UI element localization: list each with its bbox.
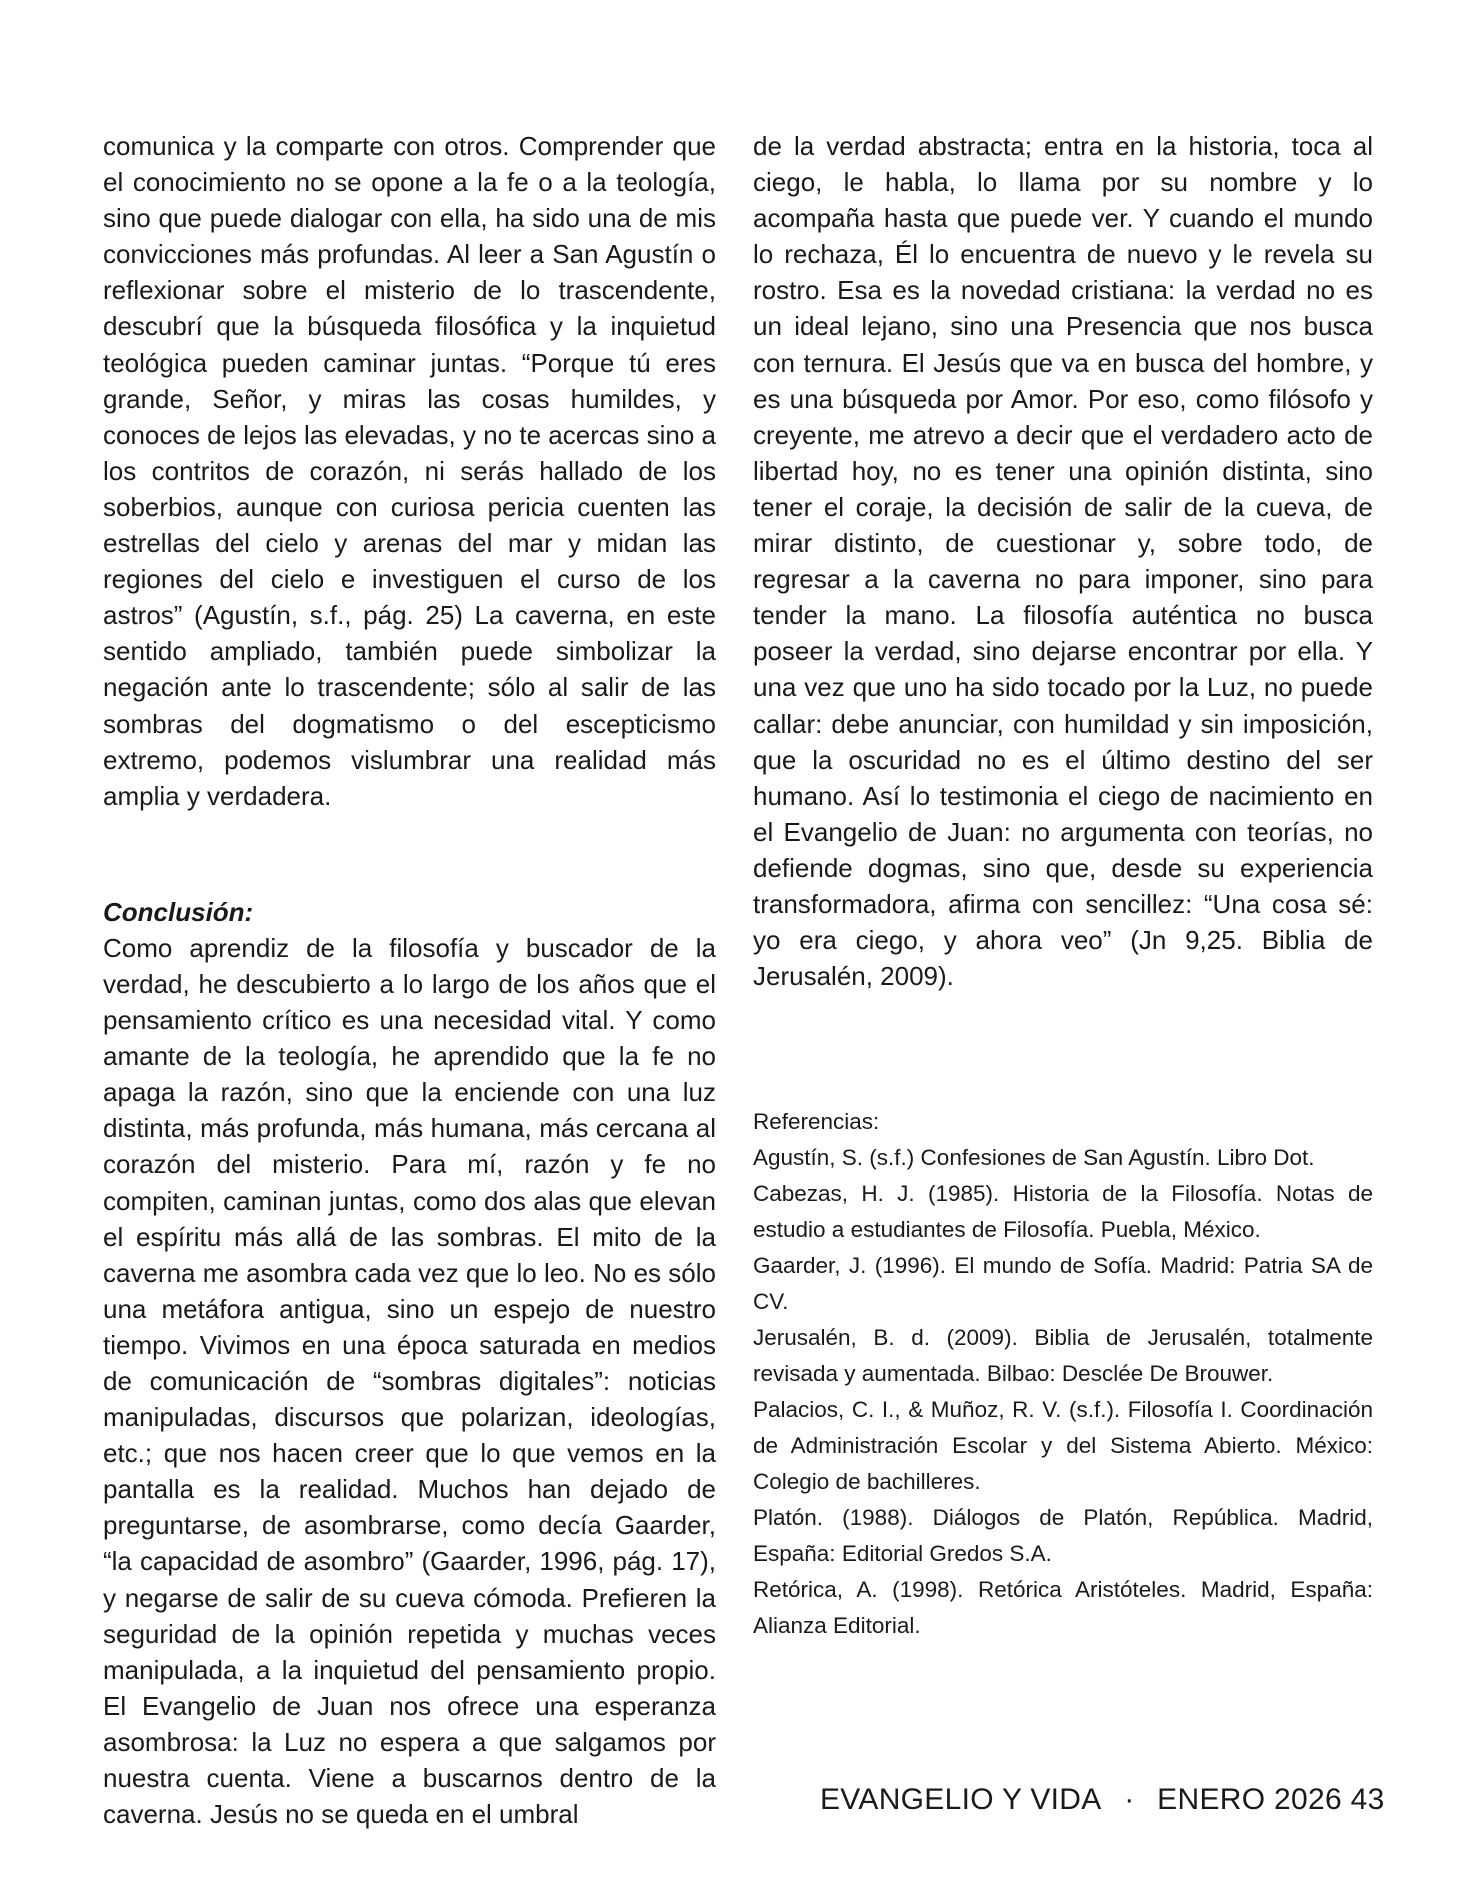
references-title: Referencias:: [753, 1109, 880, 1134]
body-paragraph: de la verdad abstracta; entra en la historia, toca al ciego, le habla, lo llama por su nombre y lo acompaña hasta que puede ver. Y cuando el mundo lo rechaza, Él lo encuentra de nuevo y le revela su rostro. Esa es la novedad cristiana: la verdad no es un ideal lejano, sino una Presencia que nos busca con ternura. El Jesús que va en busca del hombre, y es una búsqueda por Amor. Por eso, como filósofo y creyente, me atrevo a decir que el verdadero acto de libertad hoy, no es tener una opinión distinta, sino tener el coraje, la decisión de salir de la cueva, de mirar distinto, de cuestionar y, sobre todo, de regresar a la caverna no para imponer, sino para tender la mano. La filosofía auténtica no busca poseer la verdad, sino dejarse encontrar por ella. Y una vez que uno ha sido tocado por la Luz, no puede callar: debe anunciar, con humildad y sin imposición, que la oscuridad no es el último destino del ser humano. Así lo testimonia el ciego de nacimiento en el Evangelio de Juan: no argumenta con teorías, no defiende dogmas, sino que, desde su experiencia transformadora, afirma con sencillez: “Una cosa sé: yo era ciego, y ahora veo” (Jn 9,25. Biblia de Jerusalén, 2009).: [753, 131, 1373, 992]
references-section: [753, 1104, 1373, 1644]
reference-item: Jerusalén, B. d. (2009). Biblia de Jerusalén, totalmente revisada y aumentada. Bilbao: Desclée De Brouwer.: [753, 1325, 1373, 1386]
reference-item: Palacios, C. I., & Muñoz, R. V. (s.f.). Filosofía I. Coordinación de Administración Escolar y del Sistema Abierto. México: Colegio de bachilleres.: [753, 1397, 1373, 1494]
reference-item: Agustín, S. (s.f.) Confesiones de San Agustín. Libro Dot.: [753, 1145, 1315, 1170]
reference-item: Gaarder, J. (1996). El mundo de Sofía. Madrid: Patria SA de CV.: [753, 1253, 1373, 1314]
issue-month: ENERO: [1157, 1783, 1266, 1816]
reference-item: Platón. (1988). Diálogos de Platón, República. Madrid, España: Editorial Gredos S.A.: [753, 1505, 1373, 1566]
reference-item: Retórica, A. (1998). Retórica Aristóteles. Madrid, España: Alianza Editorial.: [753, 1577, 1373, 1638]
footer-separator: ·: [1124, 1783, 1135, 1816]
magazine-name: EVANGELIO Y VIDA: [820, 1783, 1102, 1816]
body-paragraph: Como aprendiz de la filosofía y buscador de la verdad, he descubierto a lo largo de los años que el pensamiento crítico es una necesidad vital. Y como amante de la teología, he aprendido que la fe no apaga la razón, sino que la enciende con una luz distinta, más profunda, más humana, más cercana al corazón del misterio. Para mí, razón y fe no compiten, caminan juntas, como dos alas que elevan el espíritu más allá de las sombras. El mito de la caverna me asombra cada vez que lo leo. No es sólo una metáfora antigua, sino un espejo de nuestro tiempo. Vivimos en una época saturada en medios de comunicación de “sombras digitales”: noticias manipuladas, discursos que polarizan, ideologías, etc.; que nos hacen creer que lo que vemos en la pantalla es la realidad. Muchos han dejado de preguntarse, de asombrarse, como decía Gaarder, “la capacidad de asombro” (Gaarder, 1996, pág. 17), y negarse de salir de su cueva cómoda. Prefieren la seguridad de la opinión repetida y muchas veces manipulada, a la inquietud del pensamiento propio. El Evangelio de Juan nos ofrece una esperanza asombrosa: la Luz no espera a que salgamos por nuestra cuenta. Viene a buscarnos dentro de la caverna. Jesús no se queda en el umbral: [103, 932, 716, 1830]
page-number: 43: [1350, 1783, 1385, 1816]
reference-item: Cabezas, H. J. (1985). Historia de la Filosofía. Notas de estudio a estudiantes de Filosofía. Puebla, México.: [753, 1181, 1373, 1242]
page-footer: [820, 1783, 1385, 1817]
right-column: [753, 128, 1373, 994]
issue-year: 2026: [1274, 1783, 1342, 1816]
body-paragraph: comunica y la comparte con otros. Comprender que el conocimiento no se opone a la fe o a la teología, sino que puede dialogar con ella, ha sido una de mis convicciones más profundas. Al leer a San Agustín o reflexionar sobre el misterio de lo trascendente, descubrí que la búsqueda filosófica y la inquietud teológica pueden caminar juntas. “Porque tú eres grande, Señor, y miras las cosas humildes, y conoces de lejos las elevadas, y no te acercas sino a los contritos de corazón, ni serás hallado de los soberbios, aunque con curiosa pericia cuenten las estrellas del cielo y arenas del mar y midan las regiones del cielo e investiguen el curso de los astros” (Agustín, s.f., pág. 25) La caverna, en este sentido ampliado, también puede simbolizar la negación ante lo trascendente; sólo al salir de las sombras del dogmatismo o del escepticismo extremo, podemos vislumbrar una realidad más amplia y verdadera.: [103, 131, 716, 811]
paragraph-spacer: [103, 814, 716, 894]
section-heading: Conclusión:: [103, 896, 254, 927]
left-column: [103, 128, 716, 1832]
